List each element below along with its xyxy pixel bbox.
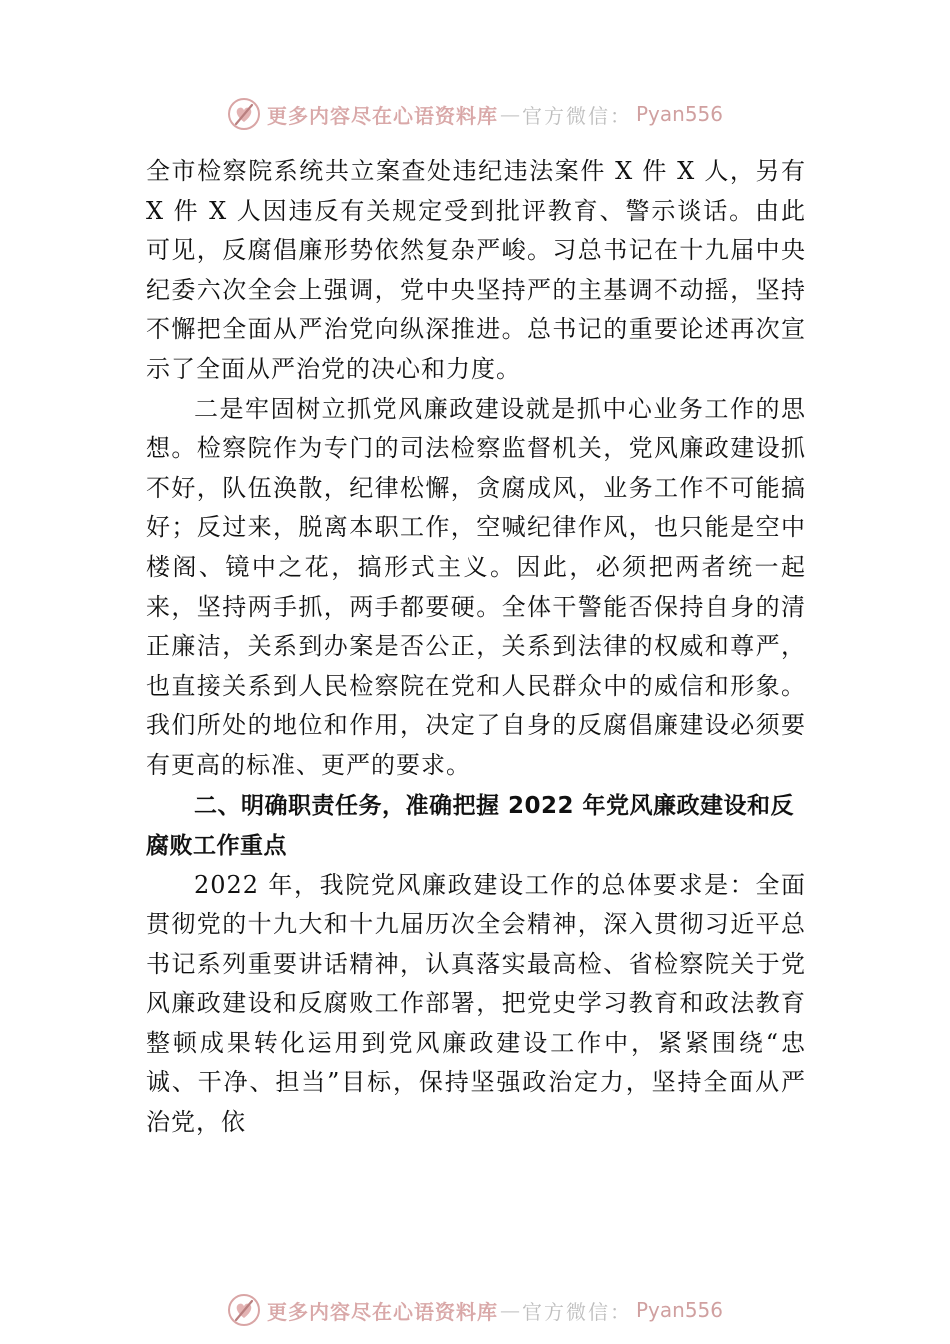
paragraph-point-two: 二是牢固树立抓党风廉政建设就是抓中心业务工作的思想。检察院作为专门的司法检察监督机关，党风廉政建设抓不好，队伍涣散，纪律松懈，贪腐成风，业务工作不可能搞好；反过来，脱离本职工作，空喊纪律作风，也只能是空中楼阁、镜中之花，搞形式主义。因此，必须把两者统一起来，坚持两手抓，两手都要硬。全体干警能否保持自身的清正廉洁，关系到办案是否公正，关系到法律的权威和尊严， 也直接关系到人民检察院在党和人民群众中的威信和形象。我们所处的地位和作用，决定了自身的反腐倡廉建设必须要有更高的标准、更严的要求。 [146,394,806,779]
watermark-footer [0,1290,950,1330]
watermark-label: 官方微信： [521,1299,632,1324]
watermark-label: 官方微信： [521,103,632,128]
watermark-separator: — [499,1298,520,1322]
watermark-text: 更多内容尽在心语资料库 [266,103,498,128]
watermark-header [0,94,950,134]
watermark-wechat-id: Pyan556 [635,1298,723,1322]
paragraph-continued: 全市检察院系统共立案查处违纪违法案件 X 件 X 人，另有 X 件 X 人因违反有关规定受到批评教育、警示谈话。由此可见，反腐倡廉形势依然复杂严峻。习总书记在十九届中央纪委六次全会上强调，党中央坚持严的主基调不动摇，坚持不懈把全面从严治党向纵深推进。总书记的重要论述再次宣示了全面从严治党的决心和力度。 [146,157,806,383]
heart-pen-logo-icon [227,1293,261,1327]
watermark-wechat-id: Pyan556 [635,102,723,126]
heart-pen-logo-icon [227,97,261,131]
document-body [146,152,806,1143]
watermark-text: 更多内容尽在心语资料库 [266,1299,498,1324]
watermark-separator: — [499,102,520,126]
section-heading: 二、明确职责任务，准确把握 2022 年党风廉政建设和反腐败工作重点 [146,792,795,859]
paragraph-requirements: 2022 年，我院党风廉政建设工作的总体要求是：全面贯彻党的十九大和十九届历次全会精神，深入贯彻习近平总书记系列重要讲话精神，认真落实最高检、省检察院关于党风廉政建设和反腐败工作部署，把党史学习教育和政法教育整顿成果转化运用到党风廉政建设工作中，紧紧围绕“忠诚、干净、担当”目标，保持坚强政治定力，坚持全面从严治党，依 [146,870,806,1137]
